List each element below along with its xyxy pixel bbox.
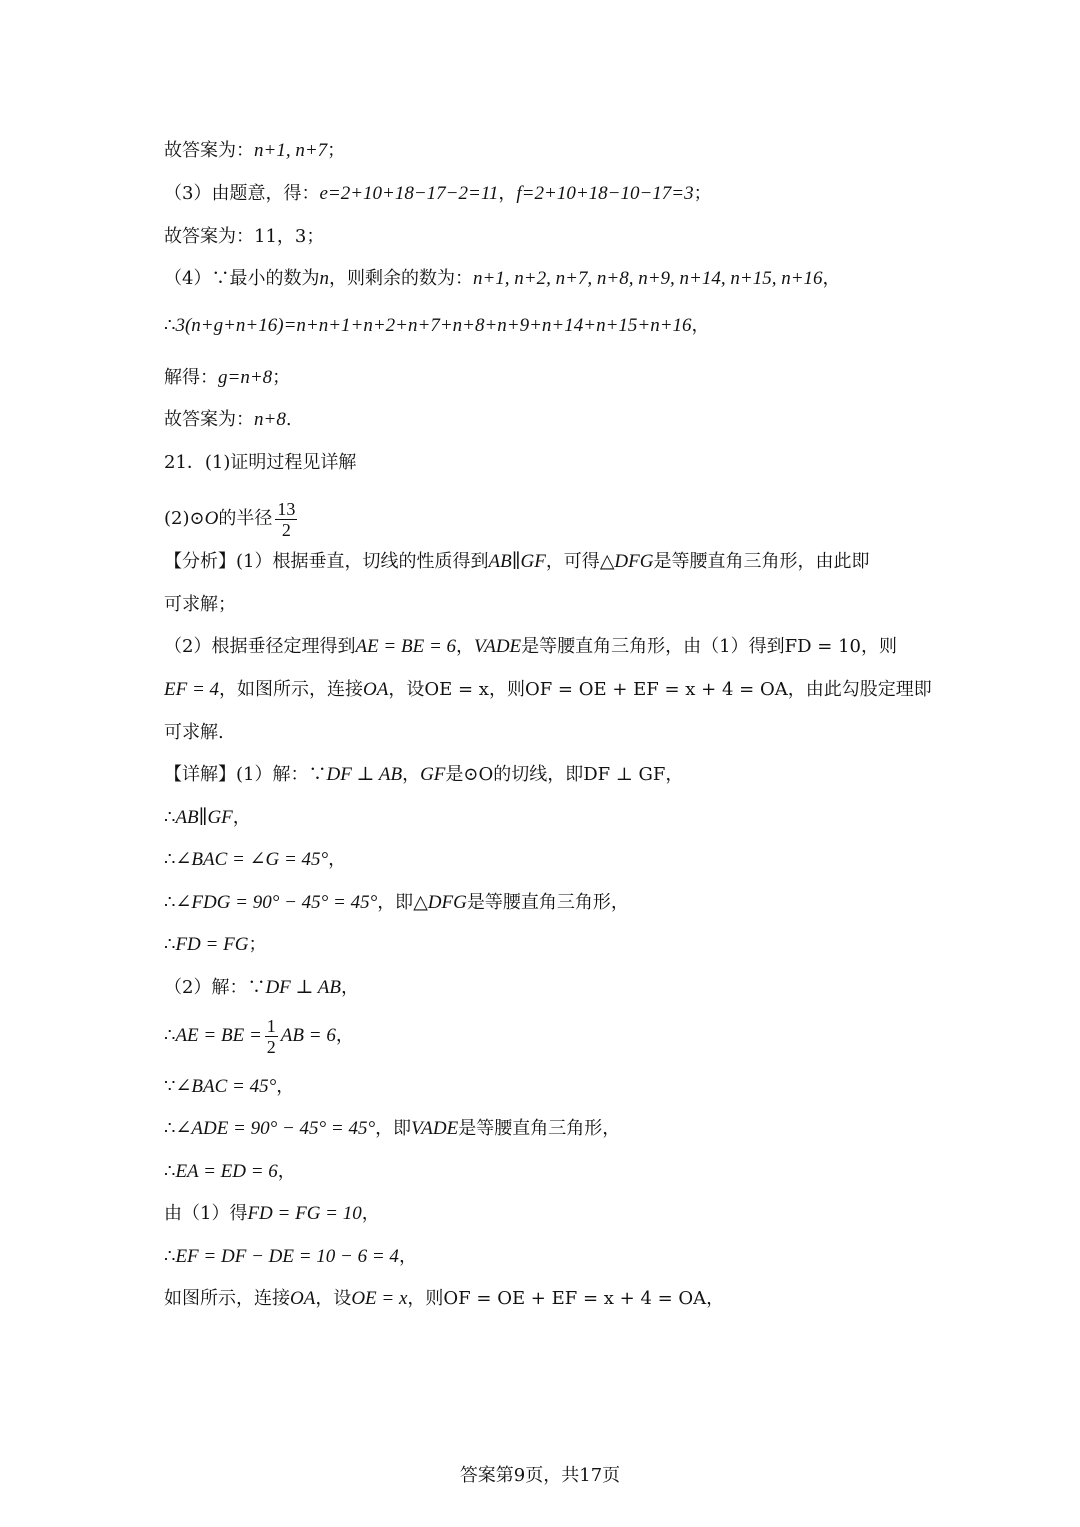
line-suffix: ， bbox=[328, 849, 347, 870]
text-line bbox=[164, 365, 930, 391]
text-line bbox=[164, 762, 930, 788]
line-prefix: 故答案为：11，3； bbox=[164, 226, 325, 247]
line-suffix: ； bbox=[272, 367, 291, 388]
text-line bbox=[164, 847, 930, 873]
text-line bbox=[164, 1244, 930, 1270]
text-line bbox=[164, 592, 930, 618]
math-expression: OE = x bbox=[351, 1288, 408, 1309]
line-prefix: ∵ bbox=[164, 1076, 176, 1097]
line-suffix: ， bbox=[341, 977, 360, 998]
math-expression: VADE bbox=[474, 636, 522, 657]
line-suffix: ，设OE = x，则OF = OE + EF = x + 4 = OA，由此勾股定理即 bbox=[388, 679, 932, 700]
text-line bbox=[164, 181, 930, 207]
math-expression: AB∥GF bbox=[175, 807, 233, 828]
math-expression: n+1, n+2, n+7, n+8, n+9, n+14, n+15, n+16 bbox=[472, 268, 823, 289]
text-line bbox=[164, 677, 930, 703]
line-suffix: ； bbox=[327, 140, 346, 161]
math-expression: FD = FG = 10 bbox=[247, 1203, 362, 1224]
line-connector: ，设 bbox=[315, 1288, 352, 1309]
math-expression: EF = DF − DE = 10 − 6 = 4 bbox=[175, 1246, 399, 1267]
radius-text: 的半径 bbox=[218, 508, 273, 529]
math-expression: ∠FDG = 90° − 45° = 45° bbox=[175, 892, 378, 913]
ae-be-line bbox=[164, 1014, 930, 1058]
line-connector: ，则剩余的数为： bbox=[328, 268, 473, 289]
math-expression: ∠ADE = 90° − 45° = 45° bbox=[175, 1118, 376, 1139]
math-expression: DF ⊥ AB bbox=[265, 977, 342, 998]
line-connector: ， bbox=[456, 636, 475, 657]
line-prefix: 由（1）得 bbox=[164, 1203, 248, 1224]
math-expression: 3(n+g+n+16)=n+n+1+n+2+n+7+n+8+n+9+n+14+n+15+n+16 bbox=[175, 315, 692, 336]
math-expression: GF bbox=[420, 764, 446, 785]
line-suffix: ， bbox=[276, 1076, 295, 1097]
fraction-denominator: 2 bbox=[281, 519, 291, 540]
line-prefix: （3）由题意，得： bbox=[164, 183, 320, 204]
line-prefix: （4）∵最小的数为 bbox=[164, 268, 320, 289]
text-line bbox=[164, 1116, 930, 1142]
circle-variable: O bbox=[204, 508, 219, 529]
therefore-symbol: ∴ bbox=[164, 1025, 176, 1046]
line-suffix: 是等腰直角三角形，由（1）得到FD = 10，则 bbox=[521, 636, 897, 657]
line-prefix: 故答案为： bbox=[164, 409, 254, 430]
line-suffix: ， bbox=[361, 1203, 380, 1224]
line-prefix: 解得： bbox=[164, 367, 218, 388]
line-suffix: ； bbox=[248, 934, 267, 955]
line-prefix: ∴ bbox=[164, 892, 176, 913]
page-footer: 答案第9页，共17页 bbox=[459, 1465, 621, 1486]
line-suffix: 是⊙O的切线，即DF ⊥ GF， bbox=[445, 764, 684, 785]
ae-be-expression: AE = BE = bbox=[175, 1025, 262, 1046]
math-expression: AE = BE = 6 bbox=[355, 636, 457, 657]
line-suffix: ， bbox=[822, 268, 841, 289]
radius-fraction bbox=[275, 499, 297, 540]
ab-expression: AB = 6 bbox=[280, 1025, 336, 1046]
line-prefix: 故答案为： bbox=[164, 140, 254, 161]
line-suffix: 是等腰直角三角形， bbox=[466, 892, 629, 913]
line-suffix: . bbox=[285, 409, 292, 430]
line-suffix: ， bbox=[398, 1246, 417, 1267]
line-prefix: ∴ bbox=[164, 1118, 176, 1139]
text-line bbox=[164, 549, 930, 575]
math-expression: n bbox=[319, 268, 329, 289]
text-line bbox=[164, 1159, 930, 1185]
text-line bbox=[164, 313, 930, 339]
line-connector: ，可得 bbox=[545, 551, 600, 572]
line-suffix: ，则OF = OE + EF = x + 4 = OA， bbox=[407, 1288, 725, 1309]
math-expression: OA bbox=[363, 679, 389, 700]
line-prefix: 可求解； bbox=[164, 594, 236, 615]
line-suffix: ， bbox=[691, 315, 710, 336]
math-expression: g=n+8 bbox=[218, 367, 273, 388]
line-prefix: （2）根据垂径定理得到 bbox=[164, 636, 356, 657]
line-suffix: ， bbox=[232, 807, 251, 828]
line-suffix: 是等腰直角三角形， bbox=[458, 1118, 621, 1139]
radius-prefix: (2)⊙ bbox=[164, 508, 205, 529]
text-line bbox=[164, 932, 930, 958]
text-line bbox=[164, 138, 930, 164]
radius-answer-line bbox=[164, 497, 930, 541]
fraction-denominator: 2 bbox=[266, 1036, 276, 1057]
line-prefix: 【详解】(1）解：∵ bbox=[164, 764, 327, 785]
math-expression: f=2+10+18−10−17=3 bbox=[516, 183, 694, 204]
text-line bbox=[164, 1074, 930, 1100]
math-expression: n+8 bbox=[254, 409, 286, 430]
line-prefix: ∴ bbox=[164, 1161, 176, 1182]
text-line bbox=[164, 805, 930, 831]
math-expression: ∠BAC = ∠G = 45° bbox=[175, 849, 329, 870]
line-suffix: ， bbox=[277, 1161, 296, 1182]
text-line bbox=[164, 720, 930, 746]
math-expression: e=2+10+18−17−2=11 bbox=[319, 183, 499, 204]
math-expression: AB∥GF bbox=[488, 551, 546, 572]
line-prefix: ∴ bbox=[164, 849, 176, 870]
line-prefix: ∴ bbox=[164, 1246, 176, 1267]
text-line bbox=[164, 407, 930, 433]
half-fraction bbox=[265, 1016, 278, 1057]
math-expression: VADE bbox=[411, 1118, 459, 1139]
line-prefix: 可求解. bbox=[164, 722, 224, 743]
line-prefix: （2）解：∵ bbox=[164, 977, 266, 998]
math-expression: ∠BAC = 45° bbox=[175, 1076, 277, 1097]
line-connector: ， bbox=[402, 764, 421, 785]
text-line bbox=[164, 266, 930, 292]
text-line bbox=[164, 634, 930, 660]
math-expression: FD = FG bbox=[175, 934, 249, 955]
text-line bbox=[164, 975, 930, 1001]
math-expression: EA = ED = 6 bbox=[175, 1161, 278, 1182]
fraction-numerator: 13 bbox=[277, 498, 296, 519]
text-line bbox=[164, 224, 930, 250]
math-expression: DF ⊥ AB bbox=[326, 764, 403, 785]
line-connector: ，即 bbox=[377, 892, 414, 913]
math-expression: △DFG bbox=[599, 551, 654, 572]
line-prefix: 【分析】(1）根据垂直，切线的性质得到 bbox=[164, 551, 489, 572]
line-prefix: ∴ bbox=[164, 807, 176, 828]
line-prefix: 21．(1)证明过程见详解 bbox=[164, 452, 357, 473]
text-line bbox=[164, 1201, 930, 1227]
math-expression: OA bbox=[290, 1288, 316, 1309]
text-line bbox=[164, 890, 930, 916]
text-line bbox=[164, 1286, 930, 1312]
line-prefix: 如图所示，连接 bbox=[164, 1288, 290, 1309]
math-expression: EF = 4 bbox=[164, 679, 220, 700]
line-suffix: ， bbox=[335, 1025, 354, 1046]
fraction-numerator: 1 bbox=[266, 1015, 276, 1036]
line-connector: ，如图所示，连接 bbox=[219, 679, 364, 700]
math-expression: n+1, n+7 bbox=[254, 140, 328, 161]
line-suffix: 是等腰直角三角形，由此即 bbox=[653, 551, 870, 572]
text-line bbox=[164, 450, 930, 476]
line-prefix: ∴ bbox=[164, 315, 176, 336]
line-connector: ， bbox=[498, 183, 517, 204]
math-expression: △DFG bbox=[413, 892, 467, 913]
line-suffix: ； bbox=[693, 183, 712, 204]
line-connector: ，即 bbox=[375, 1118, 412, 1139]
line-prefix: ∴ bbox=[164, 934, 176, 955]
